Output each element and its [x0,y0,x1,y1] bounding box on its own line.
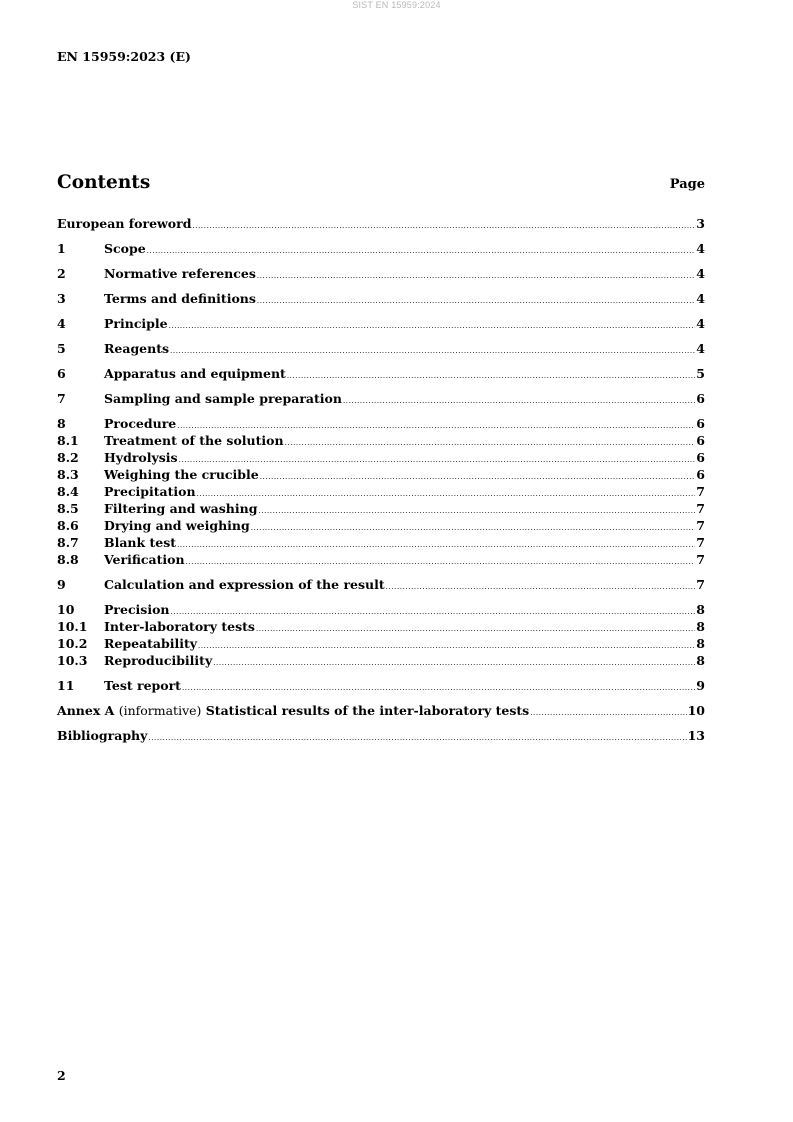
toc-entry-8-2[interactable] [57,449,705,466]
toc-entry-page: 5 [696,366,705,381]
annex-title: Statistical results of the inter-laboratory tests [205,703,530,718]
page-number: 2 [57,1068,66,1083]
dot-leader [169,315,696,332]
toc-entry-page: 7 [696,501,705,516]
toc-entry-number: 8.8 [57,552,79,567]
toc-entry-number: 3 [57,291,66,306]
dot-leader [197,483,696,500]
toc-entry-page: 7 [696,552,705,567]
toc-entry-number: 8.1 [57,433,79,448]
dot-leader [386,576,696,593]
toc-entry-8-3[interactable] [57,466,705,483]
toc-entry-8-6[interactable] [57,517,705,534]
toc-entry-title: Bibliography [57,728,148,743]
toc-entry-2[interactable] [57,265,705,282]
toc-entry-8-7[interactable] [57,534,705,551]
toc-entry-page: 13 [687,728,705,743]
toc-entry-title: Blank test [104,535,177,550]
table-of-contents [57,215,705,744]
toc-entry-title: Apparatus and equipment [104,366,286,381]
dot-leader [171,601,696,618]
dot-leader [260,466,696,483]
dot-leader [258,500,695,517]
page-column-heading: Page [669,177,705,192]
dot-leader [285,432,696,449]
toc-entry-title: Normative references [104,266,256,281]
toc-entry-number: 9 [57,577,66,592]
dot-leader [256,618,695,635]
toc-entry-title [57,702,529,719]
dot-leader [287,365,695,382]
toc-entry-title: Weighing the crucible [104,467,259,482]
toc-entry-page: 8 [696,653,705,668]
toc-entry-8[interactable] [57,415,705,432]
toc-entry-number: 8.3 [57,467,79,482]
toc-entry-3[interactable] [57,290,705,307]
toc-entry-bibliography[interactable] [57,727,705,744]
toc-entry-8-5[interactable] [57,500,705,517]
toc-entry-number: 4 [57,316,66,331]
toc-entry-8-8[interactable] [57,551,705,568]
toc-entry-page: 3 [696,216,705,231]
toc-entry-page: 6 [696,433,705,448]
toc-entry-number: 6 [57,366,66,381]
toc-entry-number: 8.5 [57,501,79,516]
toc-entry-page: 7 [696,484,705,499]
toc-entry-title: Procedure [104,416,177,431]
watermark: SIST EN 15959:2024 [352,0,441,10]
dot-leader [257,265,695,282]
dot-leader [530,702,686,719]
annex-label: Annex A [57,703,115,718]
dot-leader [186,551,696,568]
toc-entry-page: 6 [696,416,705,431]
toc-entry-page: 4 [696,316,705,331]
toc-entry-number: 10.1 [57,619,88,634]
dot-leader [147,240,696,257]
dot-leader [257,290,695,307]
toc-entry-title: Inter-laboratory tests [104,619,255,634]
toc-entry-title: Reagents [104,341,170,356]
toc-entry-number: 2 [57,266,66,281]
dot-leader [177,415,695,432]
toc-entry-title: Verification [104,552,185,567]
toc-entry-6[interactable] [57,365,705,382]
toc-entry-title: Test report [104,678,181,693]
toc-entry-1[interactable] [57,240,705,257]
toc-entry-number: 8.2 [57,450,79,465]
document-id: EN 15959:2023 (E) [57,49,191,64]
toc-entry-11[interactable] [57,677,705,694]
toc-entry-number: 8.6 [57,518,79,533]
toc-entry-page: 4 [696,266,705,281]
toc-entry-annex-a[interactable] [57,702,705,719]
toc-entry-title: Terms and definitions [104,291,256,306]
dot-leader [343,390,695,407]
toc-entry-number: 10 [57,602,75,617]
toc-entry-page: 8 [696,602,705,617]
toc-entry-number: 8 [57,416,66,431]
toc-entry-4[interactable] [57,315,705,332]
toc-entry-page: 10 [687,703,705,718]
toc-entry-title: Sampling and sample preparation [104,391,342,406]
dot-leader [177,534,695,551]
toc-entry-page: 7 [696,535,705,550]
toc-entry-page: 7 [696,577,705,592]
contents-title: Contents [57,172,151,193]
toc-entry-page: 8 [696,636,705,651]
toc-entry-page: 4 [696,341,705,356]
toc-entry-5[interactable] [57,340,705,357]
toc-entry-number: 10.2 [57,636,88,651]
toc-entry-title: Principle [104,316,168,331]
toc-entry-title: Scope [104,241,146,256]
toc-entry-title: Calculation and expression of the result [104,577,385,592]
dot-leader [179,449,696,466]
toc-entry-title: Drying and weighing [104,518,250,533]
toc-entry-title: Precision [104,602,170,617]
toc-entry-page: 7 [696,518,705,533]
toc-entry-7[interactable] [57,390,705,407]
dot-leader [198,635,695,652]
toc-entry-title: Reproducibility [104,653,213,668]
toc-entry-10[interactable] [57,601,705,618]
dot-leader [192,215,695,232]
toc-entry-page: 9 [696,678,705,693]
toc-entry-page: 4 [696,241,705,256]
toc-entry-page: 6 [696,450,705,465]
toc-entry-title: Treatment of the solution [104,433,284,448]
toc-entry-10-2[interactable] [57,635,705,652]
toc-entry-number: 1 [57,241,66,256]
toc-entry-number: 5 [57,341,66,356]
toc-entry-number: 7 [57,391,66,406]
dot-leader [170,340,695,357]
dot-leader [182,677,695,694]
dot-leader [213,652,695,669]
toc-entry-number: 8.7 [57,535,79,550]
toc-entry-10-1[interactable] [57,618,705,635]
toc-entry-number: 11 [57,678,75,693]
toc-entry-9[interactable] [57,576,705,593]
toc-entry-page: 6 [696,467,705,482]
toc-entry-title: Precipitation [104,484,196,499]
dot-leader [148,727,686,744]
toc-entry-page: 6 [696,391,705,406]
toc-entry-page: 8 [696,619,705,634]
toc-entry-page: 4 [696,291,705,306]
toc-entry-number: 8.4 [57,484,79,499]
toc-entry-title: Hydrolysis [104,450,178,465]
dot-leader [251,517,696,534]
toc-entry-10-3[interactable] [57,652,705,669]
toc-entry-number: 10.3 [57,653,88,668]
annex-informative-label: (informative) [118,703,202,718]
toc-entry-title: European foreword [57,216,192,231]
toc-entry-8-1[interactable] [57,432,705,449]
toc-entry-8-4[interactable] [57,483,705,500]
toc-entry-title: Filtering and washing [104,501,258,516]
toc-entry-title: Repeatability [104,636,198,651]
toc-entry-foreword[interactable] [57,215,705,232]
